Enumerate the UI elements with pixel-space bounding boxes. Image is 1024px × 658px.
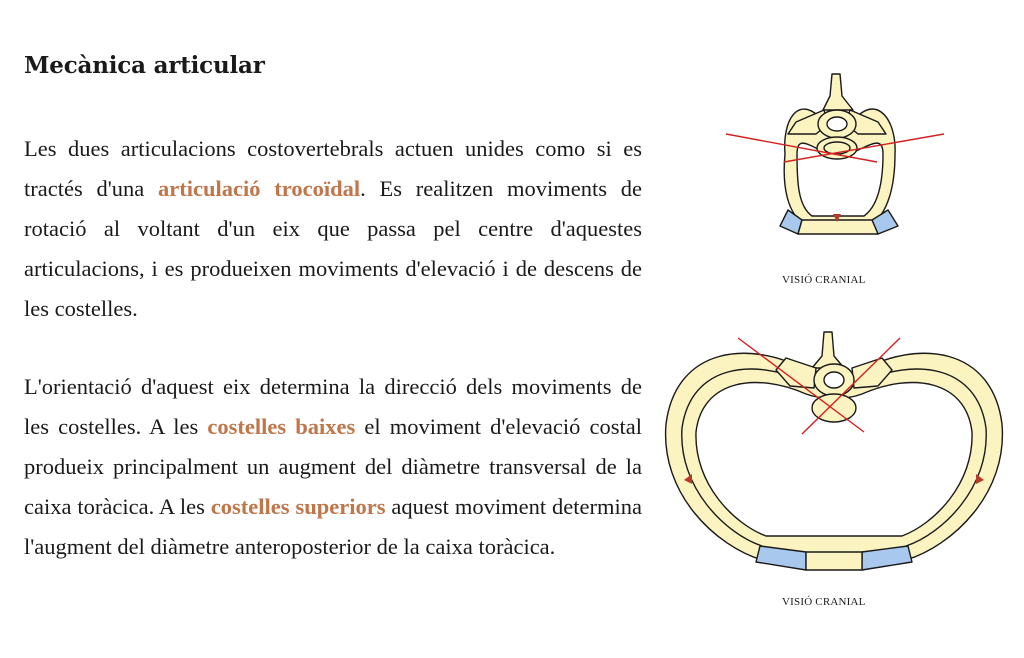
lower-spinous-process — [812, 332, 844, 368]
link-costelles-superiors[interactable]: costelles superiors — [210, 494, 386, 519]
lower-rib-cranial-view-figure — [656, 324, 1012, 594]
page-title: Mecànica articular — [24, 52, 265, 79]
paragraph2-text-2: el moviment d'elevació costal produeix principalment un augment del diàmetre transversal de la caixa toràcica. A les — [24, 414, 642, 519]
paragraph2-text-1: L'orientació d'aquest eix determina la direcció dels moviments de les costelles. A les — [24, 374, 642, 439]
paragraph1-text-2: . Es realitzen moviments de rotació al voltant d'un eix que passa pel centre d'aquestes articulacions, i es produeixen moviments d'elevació i de descens de les costelles. — [24, 176, 642, 321]
lower-sternum — [806, 552, 862, 570]
lower-figure-caption: VISIÓ CRANIAL — [782, 596, 866, 608]
link-articulacio-trocoidal[interactable]: articulació trocoïdal — [158, 176, 361, 201]
upper-sternum — [798, 220, 878, 234]
link-costelles-baixes[interactable]: costelles baixes — [207, 414, 356, 439]
upper-figure-caption: VISIÓ CRANIAL — [782, 274, 866, 286]
paragraph-rotation-axis — [24, 129, 642, 329]
paragraph1-text-1: Les dues articulacions costovertebrals actuen unides como si es tractés d'una — [24, 136, 642, 201]
upper-vertebral-foramen — [827, 117, 847, 131]
upper-spinous-process — [823, 74, 853, 110]
paragraph-axis-orientation — [24, 367, 642, 567]
lower-vertebral-foramen — [824, 372, 844, 388]
paragraph2-text-3: aquest moviment determina l'augment del diàmetre anteroposterior de la caixa toràcica. — [24, 494, 642, 559]
upper-rib-cranial-view-figure — [712, 66, 962, 266]
